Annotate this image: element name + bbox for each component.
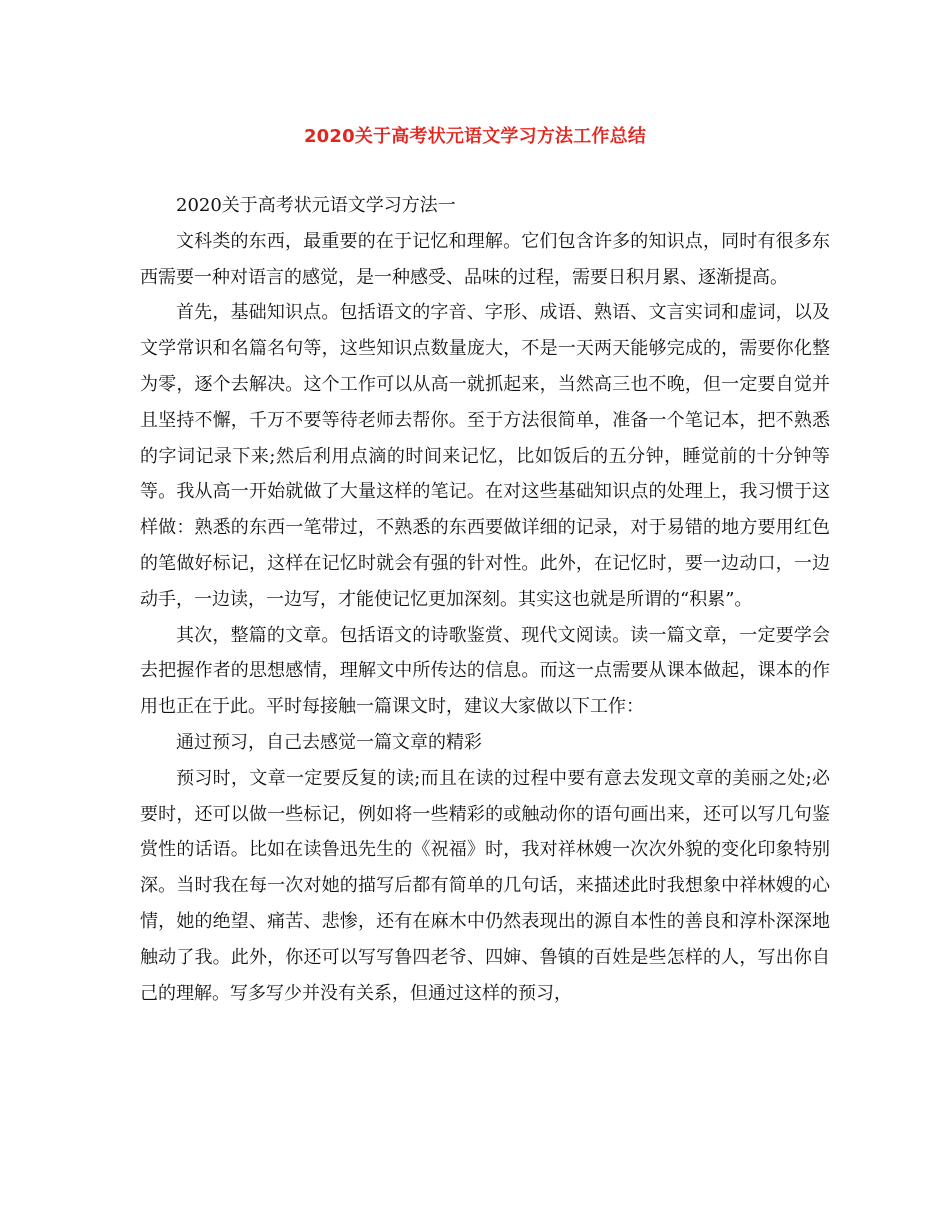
document-body	[140, 188, 830, 1011]
paragraph: 预习时，文章一定要反复的读;而且在读的过程中要有意去发现文章的美丽之处;必要时，还可以做一些标记，例如将一些精彩的或触动你的语句画出来，还可以写几句鉴赏性的话语。比如在读鲁迅先生的《祝福》时，我对祥林嫂一次次外貌的变化印象特别深。当时我在每一次对她的描写后都有简单的几句话，来描述此时我想象中祥林嫂的心情，她的绝望、痛苦、悲惨，还有在麻木中仍然表现出的源自本性的善良和淳朴深深地触动了我。此外，你还可以写写鲁四老爷、四婶、鲁镇的百姓是些怎样的人，写出你自己的理解。写多写少并没有关系，但通过这样的预习，	[140, 767, 830, 1004]
paragraph: 其次，整篇的文章。包括语文的诗歌鉴赏、现代文阅读。读一篇文章，一定要学会去把握作者的思想感情，理解文中所传达的信息。而这一点需要从课本做起，课本的作用也正在于此。平时每接触一篇课文时，建议大家做以下工作：	[140, 624, 830, 718]
paragraph-subtitle: 2020关于高考状元语文学习方法一	[176, 195, 456, 216]
document-title: 2020关于高考状元语文学习方法工作总结	[303, 126, 647, 147]
paragraph: 文科类的东西，最重要的在于记忆和理解。它们包含许多的知识点，同时有很多东西需要一种对语言的感觉，是一种感受、品味的过程，需要日积月累、逐渐提高。	[140, 230, 830, 288]
paragraph: 首先，基础知识点。包括语文的字音、字形、成语、熟语、文言实词和虚词，以及文学常识和名篇名句等，这些知识点数量庞大，不是一天两天能够完成的，需要你化整为零，逐个去解决。这个工作可以从高一就抓起来，当然高三也不晚，但一定要自觉并且坚持不懈，千万不要等待老师去帮你。至于方法很简单，准备一个笔记本，把不熟悉的字词记录下来;然后利用点滴的时间来记忆，比如饭后的五分钟，睡觉前的十分钟等等。我从高一开始就做了大量这样的笔记。在对这些基础知识点的处理上，我习惯于这样做：熟悉的东西一笔带过，不熟悉的东西要做详细的记录，对于易错的地方要用红色的笔做好标记，这样在记忆时就会有强的针对性。此外，在记忆时，要一边动口，一边动手，一边读，一边写，才能使记忆更加深刻。其实这也就是所谓的“积累”。	[140, 302, 830, 610]
paragraph: 通过预习，自己去感觉一篇文章的精彩	[176, 731, 482, 753]
